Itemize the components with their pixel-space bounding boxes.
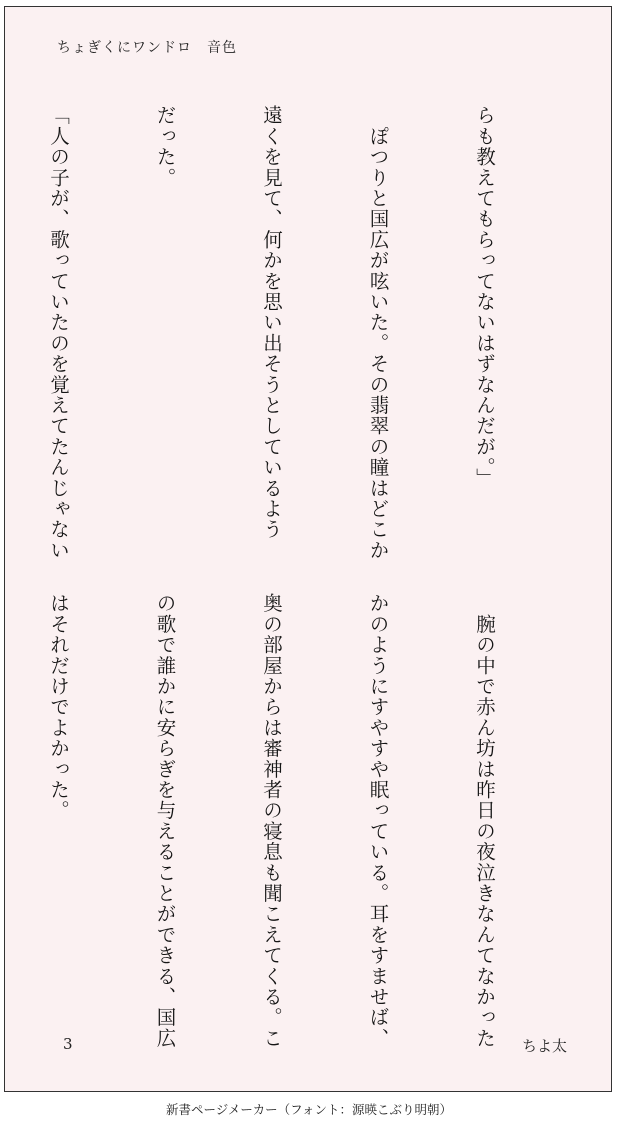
text-block-top [0,105,573,565]
page-number: 3 [63,1035,73,1053]
text-line: 「人の子が、歌っていたのを覚えてたんじゃない [47,105,70,561]
text-block-bottom [0,593,573,1053]
page-title: ちょぎくにワンドロ 音色 [57,40,237,56]
text-line: 腕の中で赤ん坊は昨日の夜泣きなんてなかった [473,593,496,1049]
text-line: だった。 [153,105,177,188]
generator-credit: 新書ページメーカー（フォント：源暎こぶり明朝） [165,1102,452,1117]
text-line: ぽつりと国広が呟いた。その翡翠の瞳はどこか [366,105,390,561]
text-line: 奥の部屋からは審神者の寝息も聞こえてくる。こ [260,593,283,1049]
author-name: ちよ太 [521,1037,567,1055]
book-page [4,6,612,1092]
text-line: かのようにすやすや眠っている。耳をすませば、 [366,593,390,1049]
text-line: らも教えてもらってないはずなんだが。」 [473,105,496,489]
text-line: の歌で誰かに安らぎを与えることができる、国広 [153,593,177,1049]
text-line: 遠くを見て、何かを思い出そうとしているよう [260,105,283,540]
text-line: はそれだけでよかった。 [47,593,70,821]
